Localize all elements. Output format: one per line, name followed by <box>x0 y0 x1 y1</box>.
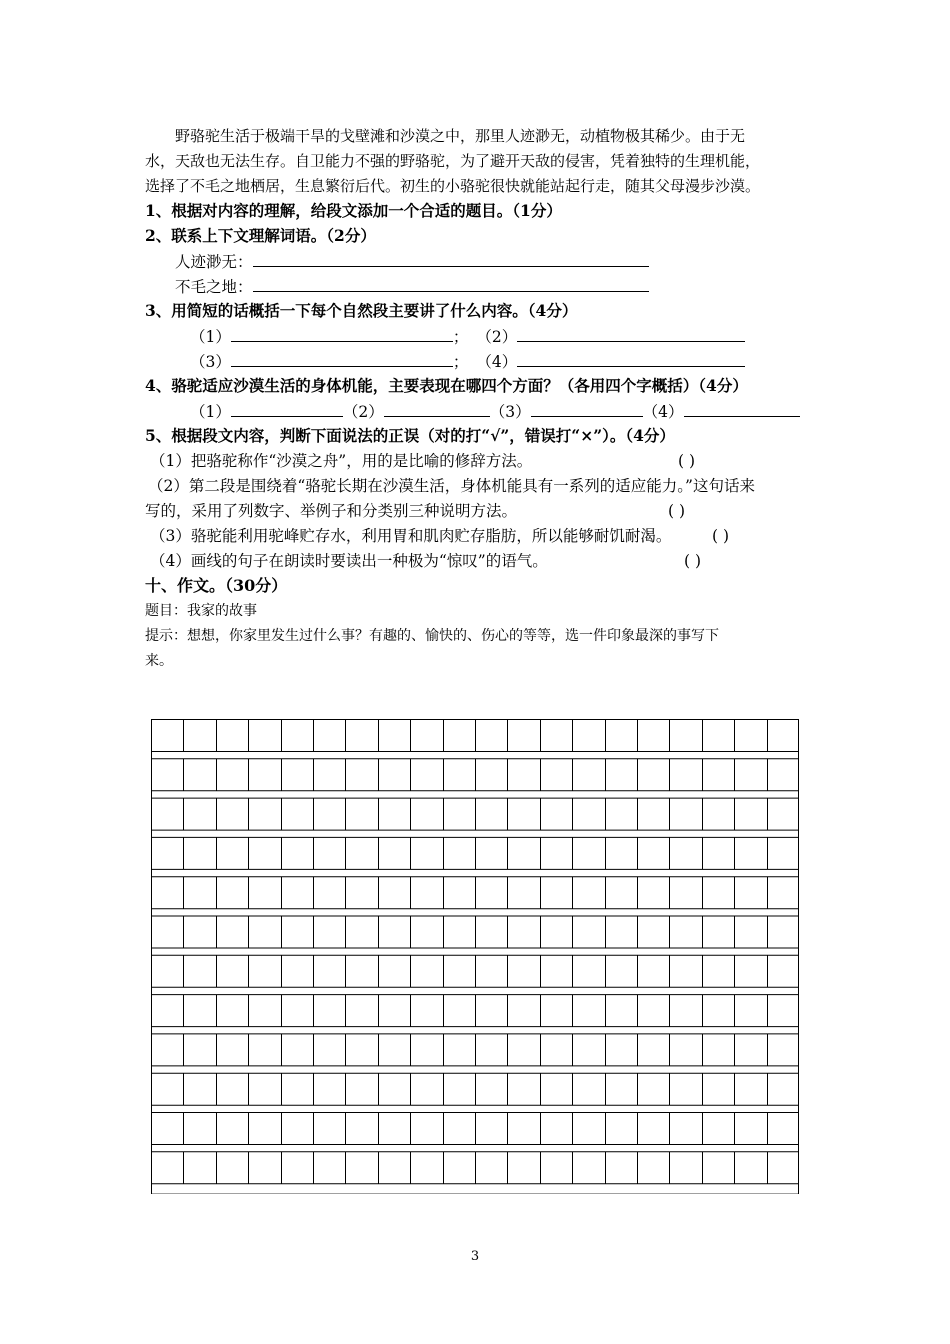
essay-hint-line-1: 提示：想想，你家里发生过什么事？有趣的、愉快的、伤心的等等，选一件印象最深的事写下 <box>145 628 719 644</box>
essay-hint-line-2: 来。 <box>145 653 173 669</box>
q4-answer-3[interactable] <box>531 400 643 417</box>
question-1: 1、根据对内容的理解，给段文添加一个合适的题目。（1分） <box>145 201 562 220</box>
question-4: 4、骆驼适应沙漠生活的身体机能，主要表现在哪四个方面？（各用四个字概括）（4分） <box>145 376 748 395</box>
page-number: 3 <box>470 1249 480 1264</box>
q3-separator: ； <box>452 328 469 346</box>
q5-paren-1[interactable]: ( ) <box>678 452 696 470</box>
q3-label-4: （4） <box>476 353 518 371</box>
q5-statement-1: （1）把骆驼称作“沙漠之舟”，用的是比喻的修辞方法。 <box>150 452 533 470</box>
q2-word-2: 不毛之地： <box>175 278 253 296</box>
q3-row-2 <box>190 350 745 373</box>
question-2: 2、联系上下文理解词语。（2分） <box>145 226 376 245</box>
essay-heading: 十、作文。（30分） <box>145 576 288 595</box>
q4-label-3: （3） <box>489 403 531 421</box>
q3-answer-2[interactable] <box>517 325 745 342</box>
q5-paren-3[interactable]: ( ) <box>712 527 730 545</box>
q4-label-4: （4） <box>642 403 684 421</box>
passage-line-3: 选择了不毛之地栖居，生息繁衍后代。初生的小骆驼很快就能站起行走，随其父母漫步沙漠。 <box>145 177 761 195</box>
q4-row <box>190 400 800 423</box>
q2-answer-2[interactable] <box>253 275 649 292</box>
essay-title: 题目：我家的故事 <box>145 603 257 619</box>
q5-paren-4[interactable]: ( ) <box>684 552 702 570</box>
passage-line-1: 野骆驼生活于极端干旱的戈壁滩和沙漠之中，那里人迹渺无，动植物极其稀少。由于无 <box>175 127 746 145</box>
q3-label-1: （1） <box>190 328 231 346</box>
question-5: 5、根据段文内容，判断下面说法的正误（对的打“√”，错误打“×”）。（4分） <box>145 426 675 445</box>
q3-answer-3[interactable] <box>231 350 453 367</box>
q4-answer-1[interactable] <box>231 400 343 417</box>
q4-label-2: （2） <box>342 403 384 421</box>
q3-label-3: （3） <box>190 353 231 371</box>
passage-line-2: 水，天敌也无法生存。自卫能力不强的野骆驼，为了避开天敌的侵害，凭着独特的生理机能， <box>145 152 761 170</box>
q5-paren-2[interactable]: ( ) <box>668 502 686 520</box>
q2-word-1-row <box>175 250 649 273</box>
q3-answer-1[interactable] <box>231 325 453 342</box>
q2-answer-1[interactable] <box>253 250 649 267</box>
q3-row-1 <box>190 325 745 348</box>
q4-answer-4[interactable] <box>684 400 800 417</box>
composition-grid[interactable] <box>151 719 799 1194</box>
q3-answer-4[interactable] <box>517 350 745 367</box>
q2-word-2-row <box>175 275 649 298</box>
q3-separator: ； <box>452 353 469 371</box>
question-3: 3、用简短的话概括一下每个自然段主要讲了什么内容。（4分） <box>145 301 578 320</box>
q4-answer-2[interactable] <box>384 400 490 417</box>
q4-label-1: （1） <box>190 403 231 421</box>
q5-statement-4: （4）画线的句子在朗读时要读出一种极为“惊叹”的语气。 <box>150 552 548 570</box>
q2-word-1: 人迹渺无： <box>175 253 253 271</box>
q5-statement-3: （3）骆驼能利用驼峰贮存水，利用胃和肌肉贮存脂肪，所以能够耐饥耐渴。 <box>150 527 672 545</box>
q5-statement-2a: （2）第二段是围绕着“骆驼长期在沙漠生活，身体机能具有一系列的适应能力。”这句话来 <box>148 477 755 495</box>
q3-label-2: （2） <box>476 328 518 346</box>
q5-statement-2b: 写的，采用了列数字、举例子和分类别三种说明方法。 <box>145 502 518 520</box>
